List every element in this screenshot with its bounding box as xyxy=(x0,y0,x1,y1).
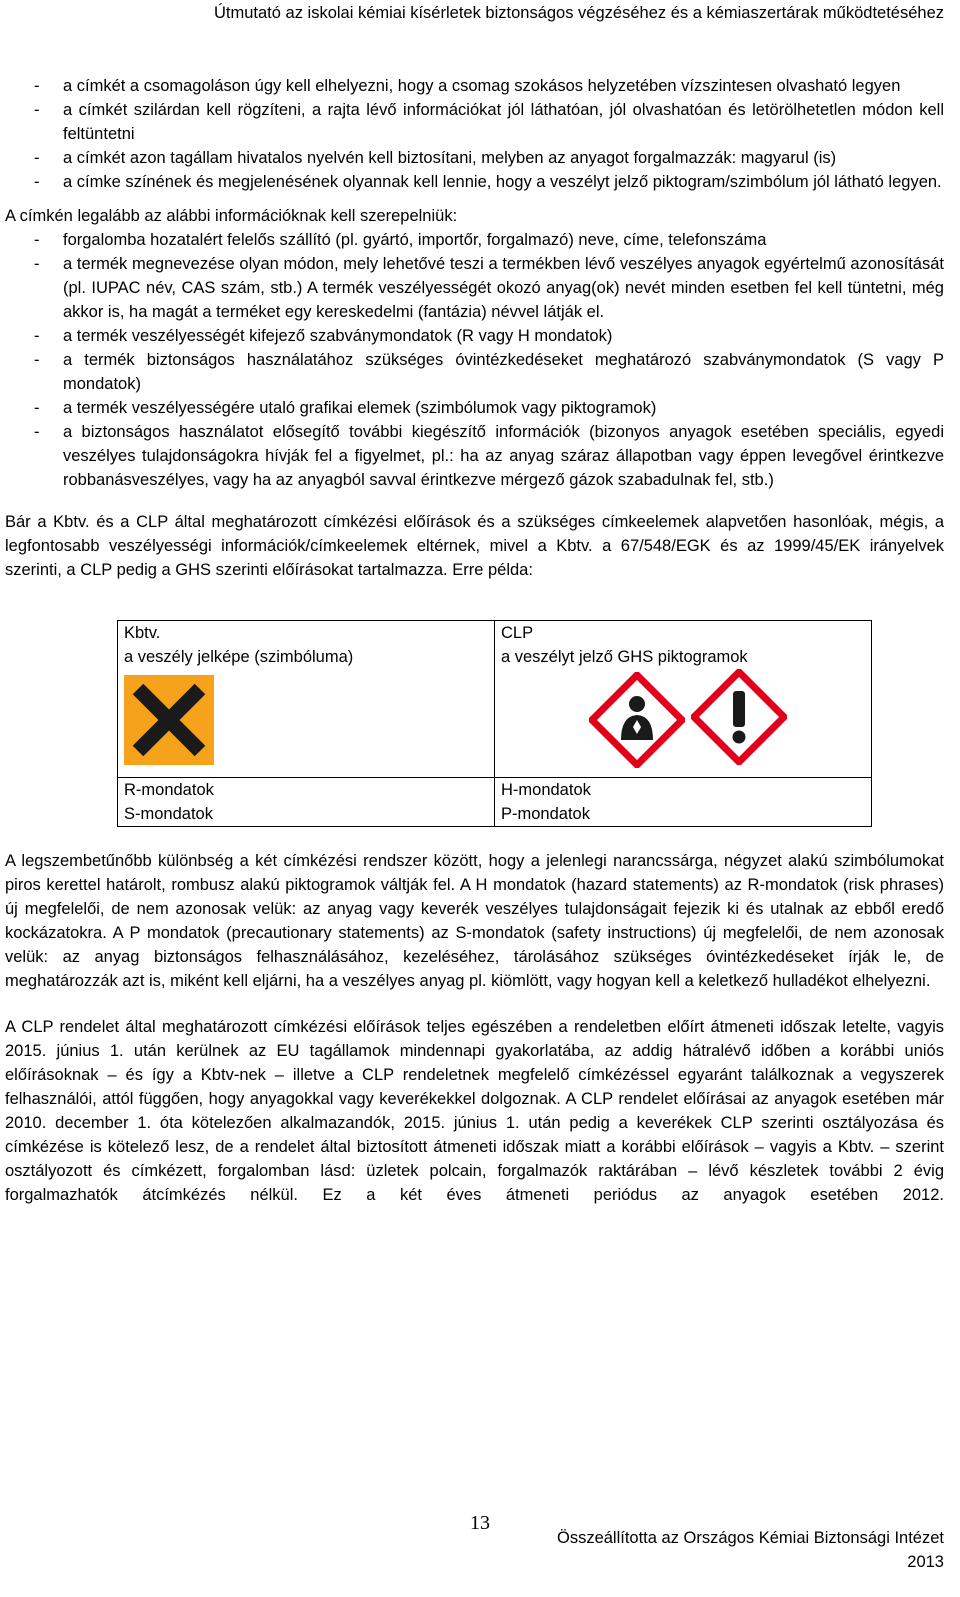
comparison-paragraph: Bár a Kbtv. és a CLP által meghatározott címkézési előírások és a szükséges címkeelemek alapvetően hasonlóak, mégis, a legfontosabb veszélyességi információk/címkeelemek eltérnek, mivel a Kbtv. a 67/548/EGK és az 1999/45/EK irányelvek szerinti, a CLP pedig a GHS szerinti előírásokat tartalmazza. Erre példa: xyxy=(5,513,944,579)
info-heading: A címkén legalább az alábbi információknak kell szerepelniük: xyxy=(5,207,458,225)
list-item: - a címkét a csomagoláson úgy kell elhelyezni, hogy a csomag szokásos helyzetében vízszintesen olvasható legyen xyxy=(5,74,944,98)
label-rules-list xyxy=(5,74,944,194)
list-item: - a termék biztonságos használatához szükséges óvintézkedéseket meghatározó szabványmondatok (S vagy P mondatok) xyxy=(5,348,944,396)
info-items-list xyxy=(5,228,944,492)
health-hazard-pictogram-icon xyxy=(589,672,685,768)
list-item: - a címkét szilárdan kell rögzíteni, a rajta lévő információkat jól láthatóan, jól olvashatóan és letörölhetetlen módon kell feltüntetni xyxy=(5,98,944,146)
clp-column-header xyxy=(495,621,872,778)
list-item: - a termék veszélyességére utaló grafikai elemek (szimbólumok vagy piktogramok) xyxy=(5,396,944,420)
table-row xyxy=(118,778,872,827)
kbtv-symbol-area xyxy=(124,669,494,777)
s-sentences-label: S-mondatok xyxy=(124,805,213,823)
label-comparison-table xyxy=(117,620,872,827)
clp-pictogram-area xyxy=(501,669,871,777)
r-sentences-label: R-mondatok xyxy=(124,781,214,799)
table-header-row xyxy=(118,621,872,778)
clp-sentences-cell xyxy=(495,778,872,827)
exclamation-mark-pictogram-icon xyxy=(691,669,787,765)
harmful-x-icon xyxy=(124,675,214,765)
footer-org-name: Összeállította az Országos Kémiai Biztonsági Intézet xyxy=(556,1529,944,1547)
clp-title: CLP xyxy=(501,624,534,642)
running-header: Útmutató az iskolai kémiai kísérletek biztonságos végzéséhez és a kémiaszertárak működtetéséhez xyxy=(213,4,944,22)
page-number: 13 xyxy=(470,1512,490,1534)
list-item: - a termék megnevezése olyan módon, mely lehetővé teszi a termékben lévő veszélyes anyagok egyértelmű azonosítását (pl. IUPAC név, CAS szám, stb.) A termék veszélyességét okozó anyag(ok) nevét minden esetben fel kell tüntetni, még akkor is, ha magát a terméket egy kereskedelmi (fantázia) névvel látják el. xyxy=(5,252,944,324)
kbtv-subtitle: a veszély jelképe (szimbóluma) xyxy=(124,648,354,666)
transition-paragraph: A CLP rendelet által meghatározott címkézési előírások teljes egészében a rendeletben előírt átmeneti időszak letelte, vagyis 2015. június 1. után kerülnek az EU tagállamok mindennapi gyakorlatába, az addig hátralévő időben a korábbi uniós előírásoknak – és így a Kbtv-nek – illetve a CLP rendeletnek megfelelő címkézéssel egyaránt találkoznak a vegyszerek felhasználói, attól függően, hogy anyagokkal vagy keverékekkel dolgoznak. A CLP rendelet előírásai az anyagok esetében már 2010. december 1. óta kötelezően alkalmazandók, 2015. június 1. után pedig a keverékek CLP szerinti osztályozása és címkézése is kötelező lesz, de a rendelet által biztosított átmeneti időszak miatt a korábbi előírások – vagyis a Kbtv. – szerint osztályozott és címkézett, forgalomban lásd: üzletek polcain, forgalmazók raktárában – lévő készletek további 2 évig forgalmazhatók átcímkézés nélkül. Ez a két éves átmeneti periódus az anyagok esetében 2012. xyxy=(5,1018,944,1204)
difference-paragraph: A legszembetűnőbb különbség a két címkézési rendszer között, hogy a jelenlegi narancssárga, négyzet alakú szimbólumokat piros kerettel határolt, rombusz alakú piktogramok váltják fel. A H mondatok (hazard statements) az R-mondatok (risk phrases) új megfelelői, de nem azonosak velük: az anyag vagy keverék veszélyes tulajdonságait fejezik ki és utalnak az ebből eredő kockázatokra. A P mondatok (precautionary statements) az S-mondatok (safety instructions) új megfelelői, de nem azonosak velük: az anyag biztonságos felhasználásához, kezeléséhez, tárolásához szükséges óvintézkedéseket írják le, de meghatározzák azt is, miként kell eljárni, ha a veszélyes anyag pl. kiömlött, vagy hogyan kell a keletkező hulladékot elhelyezni. xyxy=(5,852,944,990)
list-item: - a biztonságos használatot elősegítő további kiegészítő információk (bizonyos anyagok esetében speciális, egyedi veszélyes tulajdonságokra hívják fel a figyelmet, pl.: ha az anyag száraz állapotban vagy éppen levegővel érintkezve robbanásveszélyes, vagy ha az anyagból savval érintkezve mérgező gázok szabadulnak fel, stb.) xyxy=(5,420,944,492)
page-content xyxy=(5,74,944,1207)
list-item: - a termék veszélyességét kifejező szabványmondatok (R vagy H mondatok) xyxy=(5,324,944,348)
footer-year: 2013 xyxy=(907,1553,944,1571)
list-item: - a címkét azon tagállam hivatalos nyelvén kell biztosítani, melyben az anyagot forgalmazzák: magyarul (is) xyxy=(5,146,944,170)
kbtv-column-header xyxy=(118,621,495,778)
h-sentences-label: H-mondatok xyxy=(501,781,591,799)
list-item: - forgalomba hozatalért felelős szállító (pl. gyártó, importőr, forgalmazó) neve, címe, telefonszáma xyxy=(5,228,944,252)
kbtv-title: Kbtv. xyxy=(124,624,161,642)
list-item: - a címke színének és megjelenésének olyannak kell lennie, hogy a veszélyt jelző piktogram/szimbólum jól látható legyen. xyxy=(5,170,944,194)
kbtv-sentences-cell xyxy=(118,778,495,827)
p-sentences-label: P-mondatok xyxy=(501,805,590,823)
footer-organization xyxy=(557,1526,944,1574)
clp-subtitle: a veszélyt jelző GHS piktogramok xyxy=(501,648,748,666)
